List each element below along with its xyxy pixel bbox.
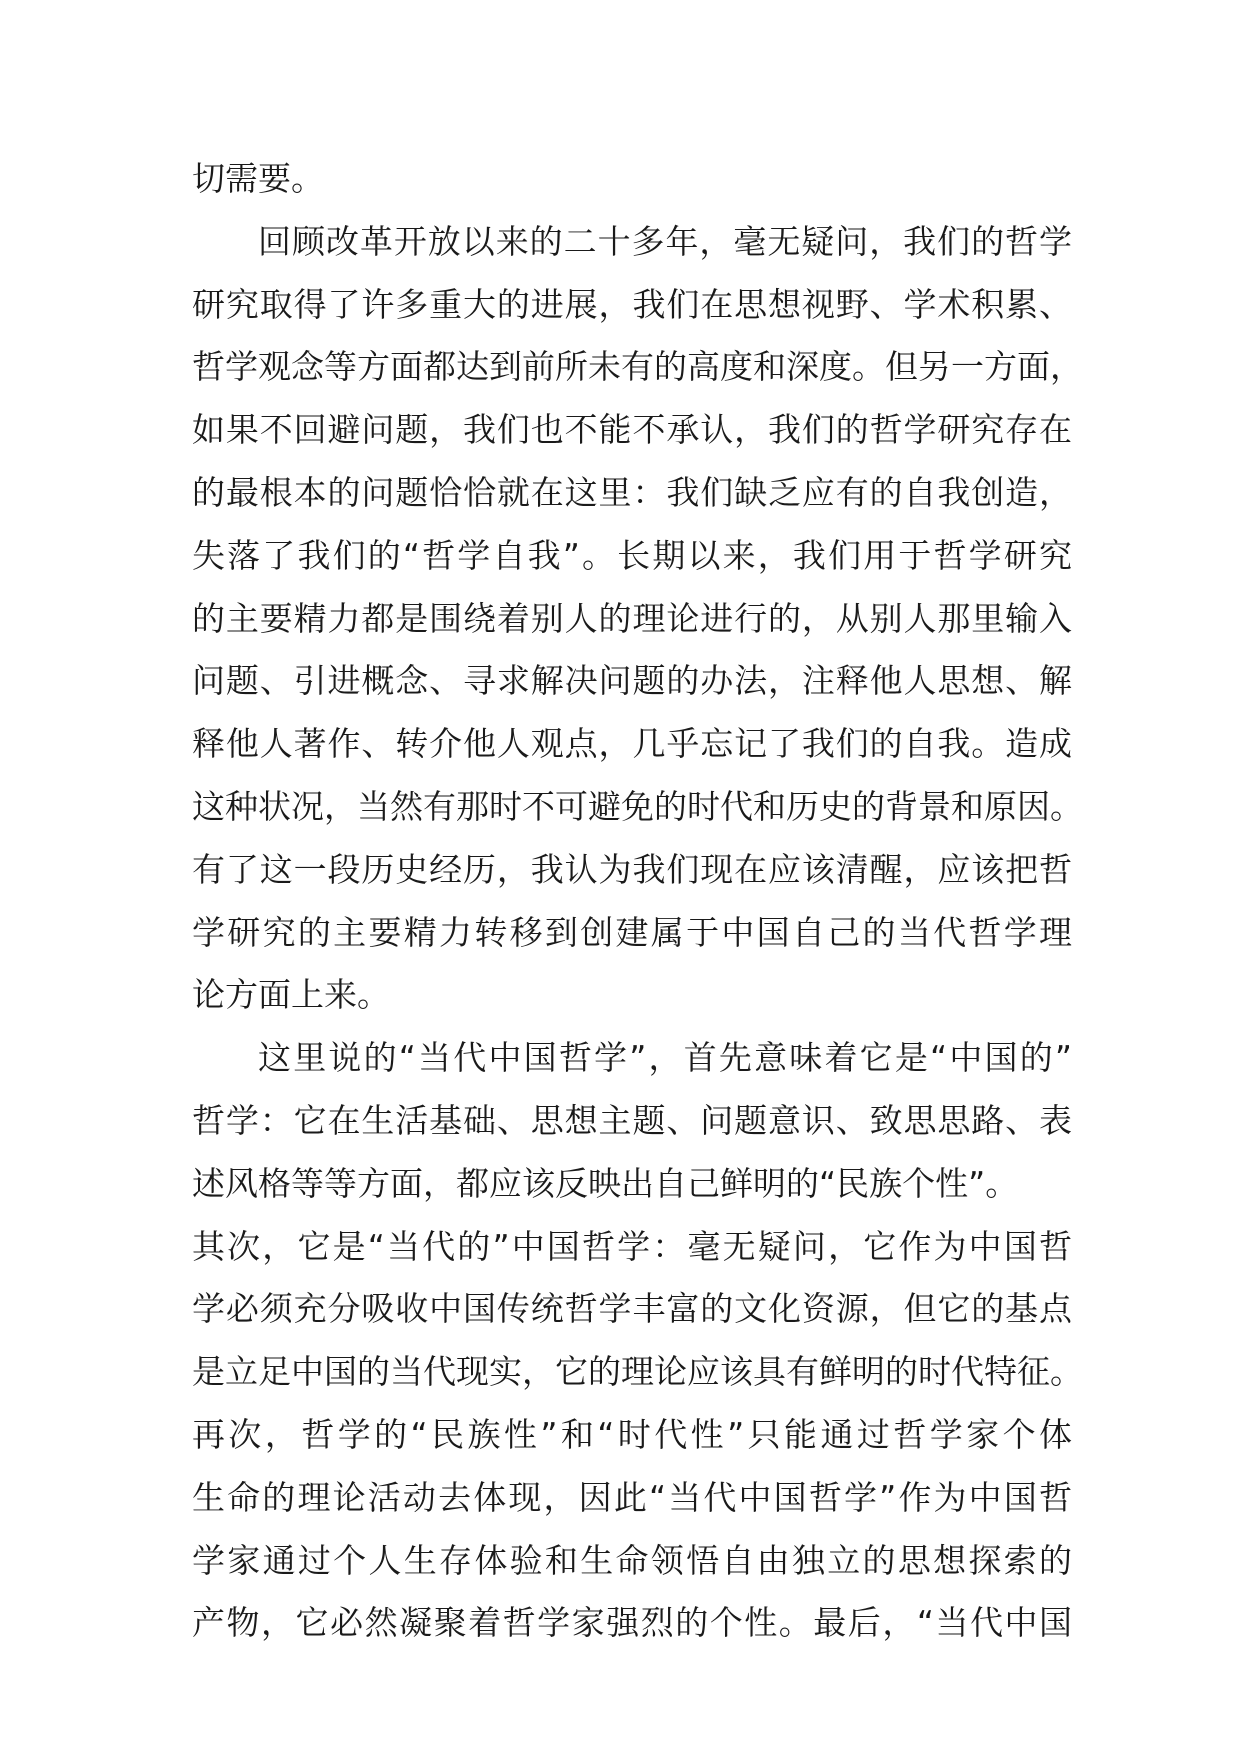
text-line: 如果不回避问题，我们也不能不承认，我们的哲学研究存在 (192, 410, 1072, 450)
body-text (192, 148, 1083, 1655)
text-line: 问题、引进概念、寻求解决问题的办法，注释他人思想、解 (192, 661, 1072, 701)
text-line: 述风格等等方面，都应该反映出自己鲜明的“民族个性”。 (192, 1163, 1019, 1203)
text-line: 其次，它是“当代的”中国哲学：毫无疑问，它作为中国哲 (192, 1226, 1072, 1266)
text-line: 学研究的主要精力转移到创建属于中国自己的当代哲学理 (192, 912, 1072, 952)
text-line: 释他人著作、转介他人观点，几乎忘记了我们的自我。造成 (192, 724, 1072, 764)
text-line: 生命的理论活动去体现，因此“当代中国哲学”作为中国哲 (192, 1477, 1072, 1517)
text-line: 研究取得了许多重大的进展，我们在思想视野、学术积累、 (192, 284, 1072, 324)
text-line: 产物，它必然凝聚着哲学家强烈的个性。最后，“当代中国 (192, 1603, 1072, 1643)
text-line: 有了这一段历史经历，我认为我们现在应该清醒，应该把哲 (192, 849, 1072, 889)
text-line: 这种状况，当然有那时不可避免的时代和历史的背景和原因。 (192, 786, 1083, 826)
text-line: 这里说的“当代中国哲学”，首先意味着它是“中国的” (258, 1038, 1072, 1078)
text-line: 学必须充分吸收中国传统哲学丰富的文化资源，但它的基点 (192, 1289, 1072, 1329)
text-line: 哲学：它在生活基础、思想主题、问题意识、致思思路、表 (192, 1100, 1072, 1140)
text-line: 失落了我们的“哲学自我”。长期以来，我们用于哲学研究 (192, 535, 1072, 575)
text-line: 的主要精力都是围绕着别人的理论进行的，从别人那里输入 (192, 598, 1072, 638)
text-line: 哲学观念等方面都达到前所未有的高度和深度。但另一方面， (192, 347, 1083, 387)
text-line: 切需要。 (192, 159, 324, 198)
text-line: 再次，哲学的“民族性”和“时代性”只能通过哲学家个体 (192, 1414, 1072, 1454)
text-line: 回顾改革开放以来的二十多年，毫无疑问，我们的哲学 (258, 221, 1072, 261)
text-line: 论方面上来。 (192, 975, 390, 1015)
text-line: 学家通过个人生存体验和生命领悟自由独立的思想探索的 (192, 1540, 1072, 1580)
text-line: 的最根本的问题恰恰就在这里：我们缺乏应有的自我创造， (192, 472, 1072, 512)
text-line: 是立足中国的当代现实，它的理论应该具有鲜明的时代特征。 (192, 1352, 1083, 1392)
